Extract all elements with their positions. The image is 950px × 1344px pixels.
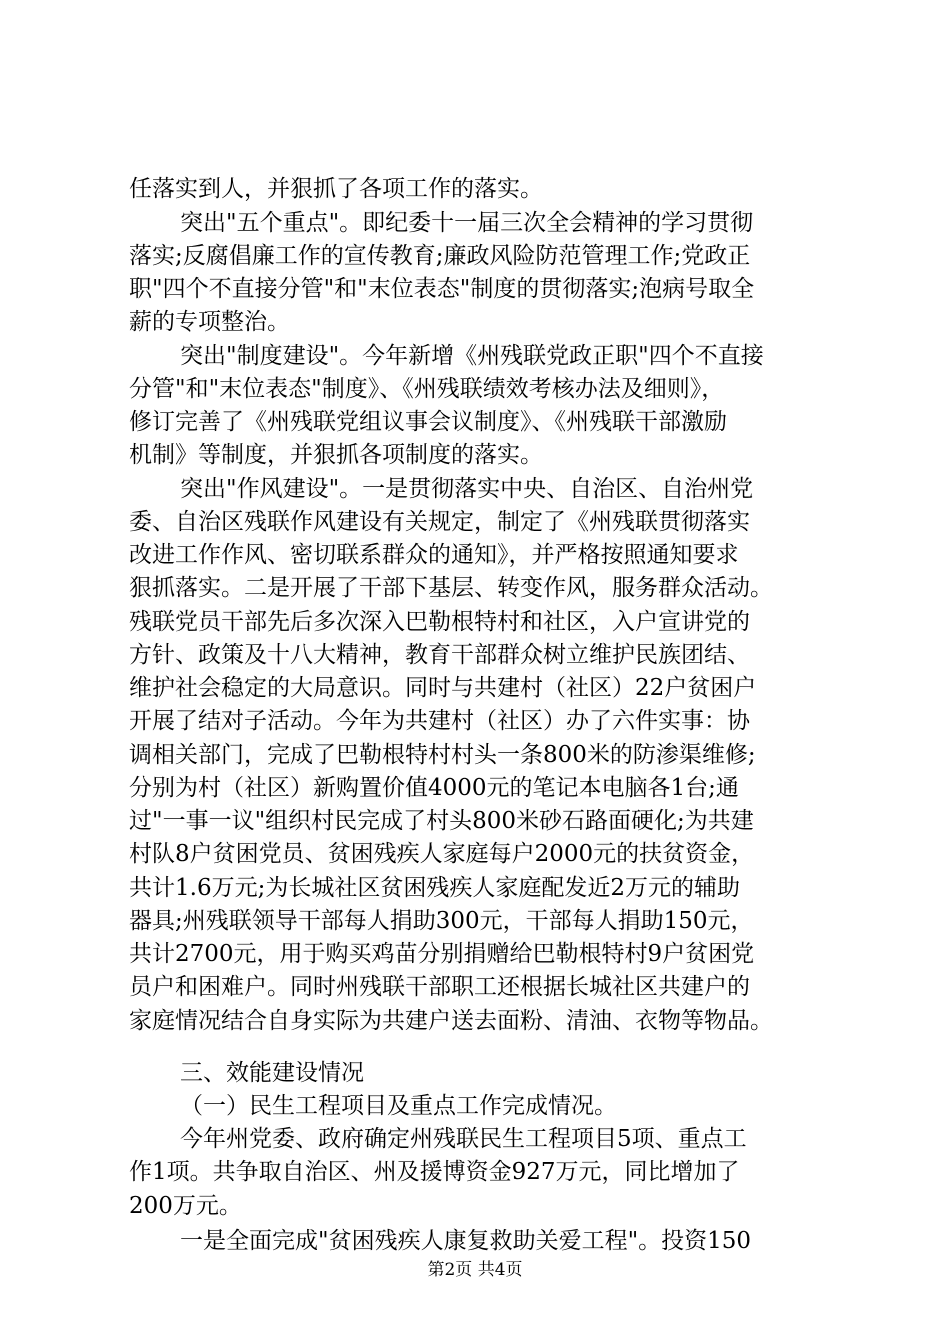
text-line: 薪的专项整治。: [129, 309, 290, 335]
text-line: 方针、政策及十八大精神，教育干部群众树立维护民族团结、: [129, 642, 750, 668]
page-footer: 第2页 共4页: [427, 1260, 523, 1280]
text-line: 分别为村（社区）新购置价值4000元的笔记本电脑各1台;通: [129, 775, 739, 801]
text-line: 200万元。: [129, 1193, 242, 1219]
text-line: 分管"和"末位表态"制度》、《州残联绩效考核办法及细则》，: [129, 376, 725, 402]
text-line: 共计1.6万元;为长城社区贫困残疾人家庭配发近2万元的辅助: [129, 875, 740, 901]
text-line: 残联党员干部先后多次深入巴勒根特村和社区，入户宣讲党的: [129, 609, 750, 635]
text-line: 修订完善了《州残联党组议事会议制度》、《州残联干部激励: [129, 409, 727, 435]
text-line: 突出"五个重点"。即纪委十一届三次全会精神的学习贯彻: [180, 210, 754, 236]
text-line: 改进工作作风、密切联系群众的通知》，并严格按照通知要求: [129, 542, 739, 568]
text-line: 一是全面完成"贫困残疾人康复救助关爱工程"。投资150: [180, 1228, 752, 1254]
text-line: 任落实到人，并狠抓了各项工作的落实。: [129, 176, 543, 202]
text-line: 委、自治区残联作风建设有关规定，制定了《州残联贯彻落实: [129, 509, 750, 535]
subsection-heading: （一）民生工程项目及重点工作完成情况。: [180, 1093, 617, 1119]
text-line: 共计2700元，用于购买鸡苗分别捐赠给巴勒根特村9户贫困党: [129, 941, 755, 967]
text-line: 调相关部门，完成了巴勒根特村村头一条800米的防渗渠维修;: [129, 742, 756, 768]
text-line: 作1项。共争取自治区、州及援博资金927万元，同比增加了: [129, 1159, 740, 1185]
section-heading: 三、效能建设情况: [180, 1060, 364, 1086]
text-line: 突出"作风建设"。一是贯彻落实中央、自治区、自治州党: [180, 476, 754, 502]
text-line: 今年州党委、政府确定州残联民生工程项目5项、重点工: [180, 1126, 747, 1152]
text-line: 维护社会稳定的大局意识。同时与共建村（社区）22户贫困户: [129, 675, 757, 701]
text-line: 器具;州残联领导干部每人捐助300元，干部每人捐助150元，: [129, 908, 754, 934]
text-line: 落实;反腐倡廉工作的宣传教育;廉政风险防范管理工作;党政正: [129, 243, 751, 269]
text-line: 狠抓落实。二是开展了干部下基层、转变作风，服务群众活动。: [129, 575, 773, 601]
text-line: 职"四个不直接分管"和"末位表态"制度的贯彻落实;泡病号取全: [129, 276, 755, 302]
text-line: 村队8户贫困党员、贫困残疾人家庭每户2000元的扶贫资金，: [129, 841, 755, 867]
text-line: 开展了结对子活动。今年为共建村（社区）办了六件实事：协: [129, 708, 750, 734]
text-line: 家庭情况结合自身实际为共建户送去面粉、清油、衣物等物品。: [129, 1008, 773, 1034]
text-line: 突出"制度建设"。今年新增《州残联党政正职"四个不直接: [180, 343, 764, 369]
text-line: 员户和困难户。同时州残联干部职工还根据长城社区共建户的: [129, 974, 750, 1000]
text-line: 机制》等制度，并狠抓各项制度的落实。: [129, 442, 543, 468]
text-line: 过"一事一议"组织村民完成了村头800米砂石路面硬化;为共建: [129, 808, 754, 834]
